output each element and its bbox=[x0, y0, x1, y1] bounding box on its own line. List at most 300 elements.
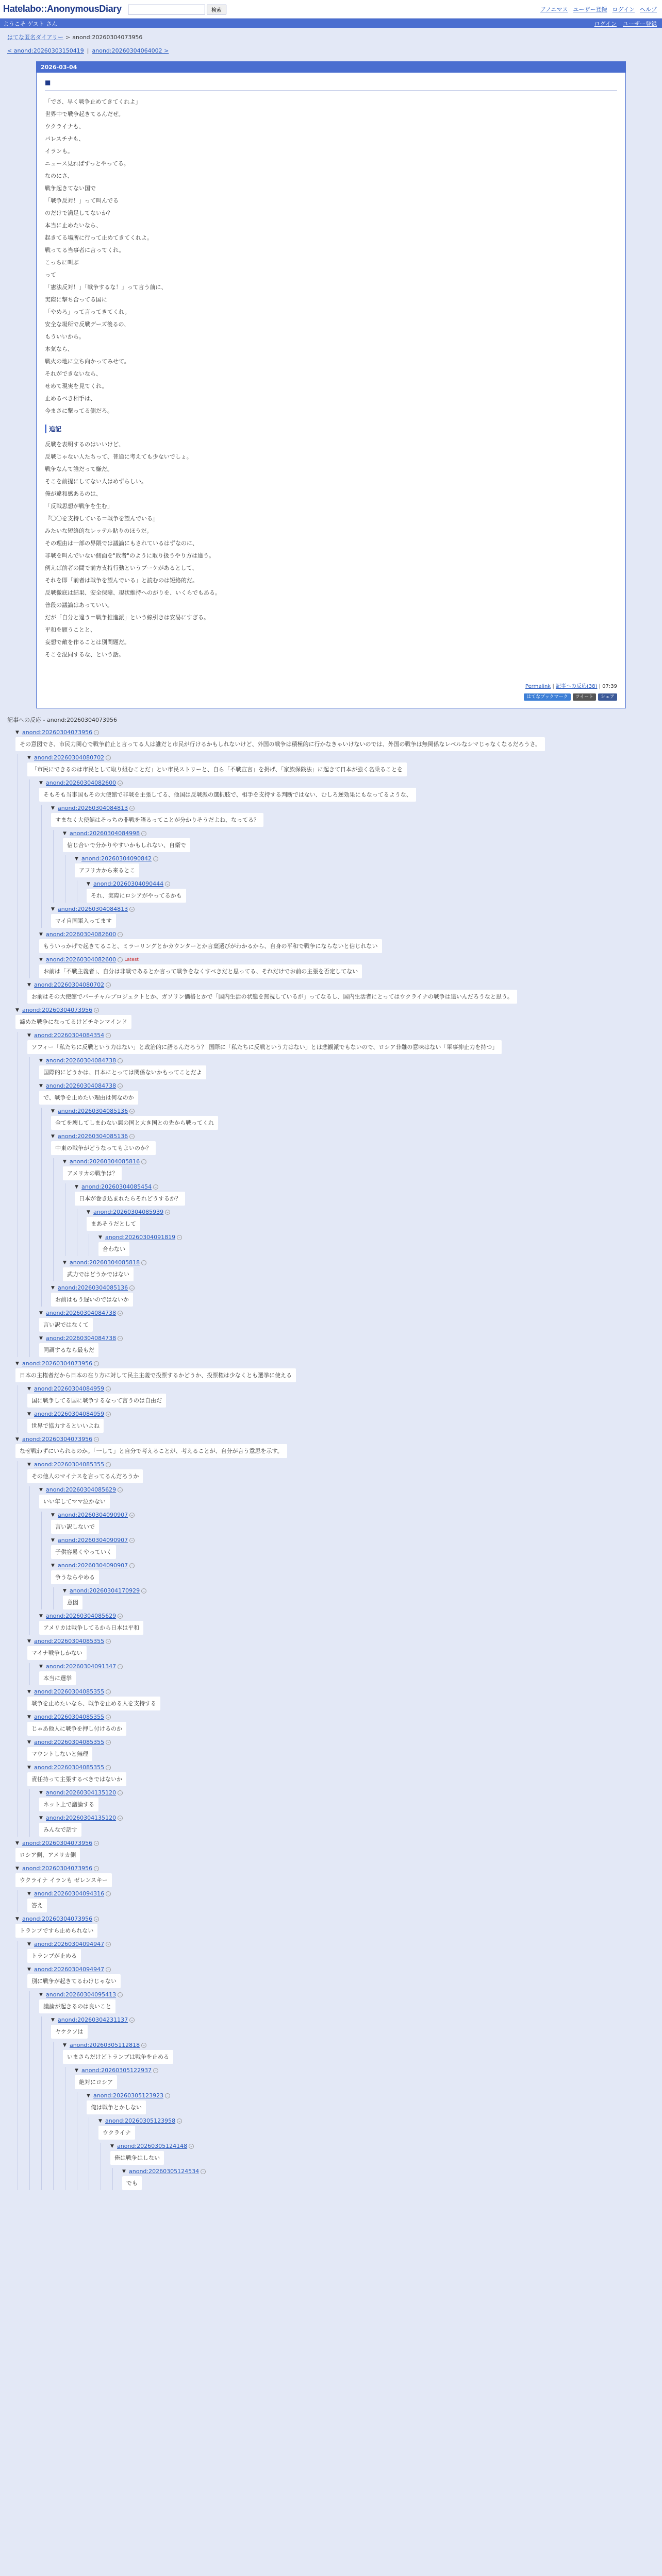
facebook-share-button[interactable]: シェア bbox=[598, 693, 617, 701]
collapse-icon[interactable]: – bbox=[165, 882, 170, 887]
collapse-icon[interactable]: – bbox=[106, 1689, 111, 1694]
article-title[interactable]: ■ bbox=[45, 79, 617, 91]
collapse-icon[interactable]: – bbox=[141, 1159, 146, 1164]
reaction-link[interactable]: anond:20260304094947 bbox=[34, 1966, 105, 1973]
collapse-icon[interactable]: – bbox=[153, 1184, 158, 1190]
expand-triangle-icon[interactable]: ▼ bbox=[39, 1310, 43, 1316]
expand-triangle-icon[interactable]: ▼ bbox=[15, 730, 19, 735]
reaction-link[interactable]: anond:20260304084738 bbox=[46, 1310, 117, 1316]
reaction-link[interactable]: anond:20260304084813 bbox=[58, 805, 128, 811]
reaction-item bbox=[51, 1562, 655, 1609]
search-form bbox=[128, 5, 226, 14]
collapse-icon[interactable]: – bbox=[118, 1083, 123, 1089]
reaction-text: トランプですら止められない bbox=[15, 1924, 97, 1938]
collapse-icon[interactable]: – bbox=[94, 730, 99, 735]
subbar-login-link[interactable]: ログイン bbox=[594, 21, 617, 27]
expand-triangle-icon[interactable]: ▼ bbox=[15, 1436, 19, 1442]
reaction-item bbox=[27, 754, 655, 978]
expand-triangle-icon[interactable]: ▼ bbox=[39, 1335, 43, 1341]
reaction-link[interactable]: anond:20260304085355 bbox=[34, 1714, 105, 1720]
collapse-icon[interactable]: – bbox=[106, 755, 111, 760]
expand-triangle-icon[interactable]: ▼ bbox=[51, 1108, 55, 1114]
reaction-link[interactable]: anond:20260304085355 bbox=[34, 1739, 105, 1745]
article-date: 2026-03-04 bbox=[37, 62, 625, 73]
reaction-link[interactable]: anond:20260304080702 bbox=[34, 754, 105, 761]
collapse-icon[interactable]: – bbox=[118, 1816, 123, 1821]
reaction-item bbox=[27, 1764, 655, 1837]
reaction-link[interactable]: anond:20260304073956 bbox=[22, 1916, 93, 1922]
reaction-link[interactable]: anond:20260304090907 bbox=[58, 1537, 128, 1544]
expand-triangle-icon[interactable]: ▼ bbox=[39, 957, 43, 962]
collapse-icon[interactable]: – bbox=[129, 806, 135, 811]
addendum-line: みたいな短絡的なレッテル貼りのほうだ。 bbox=[45, 528, 153, 534]
reaction-item bbox=[51, 1133, 655, 1281]
reaction-text: いい年してママ泣かない bbox=[39, 1495, 110, 1509]
expand-triangle-icon[interactable]: ▼ bbox=[63, 1588, 67, 1594]
article-addendum bbox=[45, 438, 617, 661]
article-line: なのにさ、 bbox=[45, 173, 73, 179]
expand-triangle-icon[interactable]: ▼ bbox=[39, 1790, 43, 1795]
reaction-item bbox=[63, 1587, 655, 1609]
expand-triangle-icon[interactable]: ▼ bbox=[15, 1007, 19, 1013]
reaction-item bbox=[75, 855, 655, 903]
reaction-item bbox=[27, 1385, 655, 1408]
reaction-children bbox=[41, 1108, 655, 1307]
reaction-text: アフリカから来るとこ bbox=[75, 863, 139, 877]
reaction-link[interactable]: anond:20260304085454 bbox=[81, 1183, 152, 1190]
expand-triangle-icon[interactable]: ▼ bbox=[15, 1361, 19, 1366]
collapse-icon[interactable]: – bbox=[129, 1563, 135, 1568]
breadcrumb-root[interactable]: はてな匿名ダイアリー bbox=[7, 34, 64, 41]
expand-triangle-icon[interactable]: ▼ bbox=[27, 1638, 31, 1644]
expand-triangle-icon[interactable]: ▼ bbox=[98, 1234, 102, 1240]
reaction-link[interactable]: anond:20260305123923 bbox=[93, 2092, 164, 2099]
collapse-icon[interactable]: – bbox=[106, 1765, 111, 1770]
expand-triangle-icon[interactable]: ▼ bbox=[122, 2168, 126, 2174]
reaction-item bbox=[39, 1991, 655, 2190]
subbar-register-link[interactable]: ユーザー登録 bbox=[623, 21, 657, 27]
expand-triangle-icon[interactable]: ▼ bbox=[27, 1462, 31, 1467]
reaction-link[interactable]: anond:20260304091819 bbox=[105, 1234, 176, 1241]
reaction-link[interactable]: anond:20260305123958 bbox=[105, 2117, 176, 2124]
article-line: のだけで満足してないか？ bbox=[45, 210, 113, 216]
reaction-item bbox=[87, 1209, 655, 1256]
reaction-text: ソフィー「私たちに反戦という力はない」と政治的に語るんだろう？ 国際に「私たちに反戦という力はない」とは悲観派でもないので、ロシア非難の意味はない「軍事抑止力を持つ」 bbox=[27, 1040, 502, 1054]
reaction-link[interactable]: anond:20260304082600 bbox=[46, 931, 117, 938]
expand-triangle-icon[interactable]: ▼ bbox=[39, 1083, 43, 1089]
site-logo[interactable]: Hatelabo::AnonymousDiary bbox=[3, 4, 122, 14]
article-line: 実際に撃ち合ってる国に bbox=[45, 296, 107, 303]
reaction-item bbox=[27, 981, 655, 1004]
article-line: 止めるべき相手は、 bbox=[45, 395, 96, 402]
collapse-icon[interactable]: – bbox=[94, 1866, 99, 1871]
reaction-link[interactable]: anond:20260304084354 bbox=[34, 1032, 105, 1039]
article-line: ニュース見ればずっとやってる。 bbox=[45, 160, 129, 167]
expand-triangle-icon[interactable]: ▼ bbox=[98, 2118, 102, 2124]
expand-triangle-icon[interactable]: ▼ bbox=[51, 1563, 55, 1568]
header-link-login[interactable]: ログイン bbox=[612, 6, 635, 13]
reaction-item bbox=[63, 2042, 655, 2190]
reaction-children bbox=[89, 2117, 655, 2190]
collapse-icon[interactable]: – bbox=[129, 2018, 135, 2023]
reaction-item bbox=[27, 1461, 655, 1635]
collapse-icon[interactable]: – bbox=[106, 1967, 111, 1972]
collapse-icon[interactable]: – bbox=[106, 1891, 111, 1896]
expand-triangle-icon[interactable]: ▼ bbox=[27, 1891, 31, 1896]
share-buttons bbox=[45, 693, 617, 701]
collapse-icon[interactable]: – bbox=[118, 1336, 123, 1341]
reaction-text: まあそうだとして bbox=[87, 1217, 140, 1231]
collapse-icon[interactable]: – bbox=[129, 1513, 135, 1518]
article-line: もういいから。 bbox=[45, 333, 85, 340]
expand-triangle-icon[interactable]: ▼ bbox=[87, 881, 90, 887]
header-link-anonymous[interactable]: アノニマス bbox=[540, 6, 568, 13]
reaction-link[interactable]: anond:20260304082600 bbox=[46, 956, 117, 963]
expand-triangle-icon[interactable]: ▼ bbox=[15, 1916, 19, 1922]
reaction-link[interactable]: anond:20260304073956 bbox=[22, 729, 93, 736]
reaction-item bbox=[75, 1183, 655, 1256]
hatena-bookmark-button[interactable]: はてなブックマーク bbox=[524, 693, 570, 701]
reaction-link[interactable]: anond:20260305112818 bbox=[70, 2042, 140, 2048]
collapse-icon[interactable]: – bbox=[94, 1917, 99, 1922]
reaction-text: その意図でさ、市民力関心で戦争前止と言ってる人は誰だと市民が行けるかもしれないけど、外国の戦争は積極的に行かなきゃいけないのでは、外国の戦争は無関係なレベルなシマじゃなくなるだろうさ。 bbox=[15, 737, 545, 751]
expand-triangle-icon[interactable]: ▼ bbox=[51, 1512, 55, 1518]
expand-triangle-icon[interactable]: ▼ bbox=[63, 2042, 67, 2048]
expand-triangle-icon[interactable]: ▼ bbox=[27, 1411, 31, 1417]
reaction-text: 日本の主権者だから日本の在り方に対して民主主義で投票するかどうか、投票権は少なくとも選挙に使える bbox=[15, 1368, 296, 1382]
reaction-text: 合わない bbox=[98, 1242, 129, 1256]
comment-link[interactable]: 記事への反応(38) bbox=[555, 684, 598, 689]
reaction-item bbox=[87, 880, 655, 903]
collapse-icon[interactable]: – bbox=[141, 831, 146, 836]
addendum-line: そこを混同するな、という話。 bbox=[45, 651, 124, 658]
collapse-icon[interactable]: – bbox=[94, 1008, 99, 1013]
collapse-icon[interactable]: – bbox=[141, 2043, 146, 2048]
expand-triangle-icon[interactable]: ▼ bbox=[15, 1840, 19, 1846]
reaction-item bbox=[122, 2168, 655, 2190]
collapse-icon[interactable]: – bbox=[118, 1058, 123, 1063]
expand-triangle-icon[interactable]: ▼ bbox=[27, 1941, 31, 1947]
collapse-icon[interactable]: – bbox=[129, 1134, 135, 1139]
reaction-link[interactable]: anond:20260305124534 bbox=[129, 2168, 200, 2175]
reaction-item bbox=[27, 1411, 655, 1433]
expand-triangle-icon[interactable]: ▼ bbox=[27, 1714, 31, 1720]
collapse-icon[interactable]: – bbox=[129, 1109, 135, 1114]
reaction-children bbox=[53, 2042, 655, 2190]
collapse-icon[interactable]: – bbox=[201, 2169, 206, 2174]
collapse-icon[interactable]: – bbox=[118, 1311, 123, 1316]
reaction-text: 答え bbox=[27, 1899, 47, 1912]
reaction-children bbox=[29, 1057, 655, 1357]
article-line: それができないなら、 bbox=[45, 370, 102, 377]
collapse-icon[interactable]: – bbox=[129, 1285, 135, 1291]
addendum-line: だが「自分と違う＝戦争推進派」という線引きは安易にすぎる。 bbox=[45, 614, 209, 621]
collapse-icon[interactable]: – bbox=[129, 1538, 135, 1543]
expand-triangle-icon[interactable]: ▼ bbox=[39, 1815, 43, 1821]
reaction-link[interactable]: anond:20260305122937 bbox=[81, 2067, 152, 2074]
reaction-text: 諦めた戦争になってるけどチキンマインド bbox=[15, 1015, 131, 1029]
expand-triangle-icon[interactable]: ▼ bbox=[63, 1260, 67, 1265]
reaction-text: ウクライナ イランも ゼレンスキー bbox=[15, 1873, 112, 1887]
reaction-item bbox=[98, 2117, 655, 2190]
collapse-icon[interactable]: – bbox=[94, 1841, 99, 1846]
tweet-button[interactable]: ツイート bbox=[573, 693, 597, 701]
reaction-item bbox=[39, 1082, 655, 1307]
expand-triangle-icon[interactable]: ▼ bbox=[27, 1765, 31, 1770]
collapse-icon[interactable]: – bbox=[118, 957, 123, 962]
article-line: 世界中で戦争起きてるんだぜ。 bbox=[45, 111, 124, 117]
expand-triangle-icon[interactable]: ▼ bbox=[39, 1992, 43, 1997]
reaction-children bbox=[41, 805, 655, 928]
collapse-icon[interactable]: – bbox=[165, 2093, 170, 2098]
expand-triangle-icon[interactable]: ▼ bbox=[51, 1133, 55, 1139]
expand-triangle-icon[interactable]: ▼ bbox=[15, 1866, 19, 1871]
collapse-icon[interactable]: – bbox=[118, 1664, 123, 1669]
breadcrumb-current: anond:20260304073956 bbox=[72, 34, 143, 41]
collapse-icon[interactable]: – bbox=[118, 1790, 123, 1795]
collapse-icon[interactable]: – bbox=[118, 932, 123, 937]
collapse-icon[interactable]: – bbox=[118, 1487, 123, 1493]
reaction-link[interactable]: anond:20260304085136 bbox=[58, 1133, 128, 1140]
reaction-link[interactable]: anond:20260304085818 bbox=[70, 1259, 140, 1266]
expand-triangle-icon[interactable]: ▼ bbox=[75, 2067, 78, 2073]
reaction-item bbox=[39, 1663, 655, 1685]
reaction-link[interactable]: anond:20260304085629 bbox=[46, 1613, 117, 1619]
collapse-icon[interactable]: – bbox=[129, 907, 135, 912]
expand-triangle-icon[interactable]: ▼ bbox=[27, 982, 31, 988]
collapse-icon[interactable]: – bbox=[106, 1639, 111, 1644]
reaction-link[interactable]: anond:20260304085355 bbox=[34, 1764, 105, 1771]
reaction-children bbox=[65, 2067, 655, 2190]
reaction-link[interactable]: anond:20260304085136 bbox=[58, 1284, 128, 1291]
reaction-link[interactable]: anond:20260304085816 bbox=[70, 1158, 140, 1165]
article-line: 本気なら、 bbox=[45, 346, 73, 352]
reaction-link[interactable]: anond:20260305124148 bbox=[117, 2143, 188, 2149]
expand-triangle-icon[interactable]: ▼ bbox=[51, 1285, 55, 1291]
expand-triangle-icon[interactable]: ▼ bbox=[110, 2143, 114, 2149]
reaction-children bbox=[65, 1183, 655, 1256]
collapse-icon[interactable]: – bbox=[189, 2144, 194, 2149]
expand-triangle-icon[interactable]: ▼ bbox=[87, 1209, 90, 1215]
reaction-item bbox=[27, 1638, 655, 1685]
reaction-link[interactable]: anond:20260304084959 bbox=[34, 1385, 105, 1392]
expand-triangle-icon[interactable]: ▼ bbox=[27, 1739, 31, 1745]
reaction-link[interactable]: anond:20260304084998 bbox=[70, 830, 140, 837]
reaction-link[interactable]: anond:20260304080702 bbox=[34, 981, 105, 988]
reaction-link[interactable]: anond:20260304073956 bbox=[22, 1840, 93, 1846]
reaction-children bbox=[53, 830, 655, 903]
header-links bbox=[540, 5, 657, 13]
reaction-text: なぜ戦わずにいられるのか。「一して」と自分で考えることが、考えることが、自分が言う意思を示す。 bbox=[15, 1444, 287, 1458]
reaction-link[interactable]: anond:20260304094316 bbox=[34, 1890, 105, 1897]
reaction-link[interactable]: anond:20260304090842 bbox=[81, 855, 152, 862]
header-link-register[interactable]: ユーザー登録 bbox=[573, 6, 607, 13]
collapse-icon[interactable]: – bbox=[106, 1740, 111, 1745]
collapse-icon[interactable]: – bbox=[106, 1942, 111, 1947]
collapse-icon[interactable]: – bbox=[177, 2119, 182, 2124]
reaction-children bbox=[41, 1512, 655, 1609]
reaction-link[interactable]: anond:20260304085355 bbox=[34, 1638, 105, 1645]
expand-triangle-icon[interactable]: ▼ bbox=[87, 2093, 90, 2098]
reaction-children bbox=[18, 1385, 655, 1433]
expand-triangle-icon[interactable]: ▼ bbox=[39, 1487, 43, 1493]
reaction-link[interactable]: anond:20260304084738 bbox=[46, 1335, 117, 1342]
reaction-children bbox=[18, 1941, 655, 2190]
expand-triangle-icon[interactable]: ▼ bbox=[51, 906, 55, 912]
reactions-title: 記事への反応 - anond:20260304073956 bbox=[7, 717, 118, 723]
reaction-text: 議論が起きるのは良いこと bbox=[39, 1999, 115, 2013]
reaction-link[interactable]: anond:20260304085939 bbox=[93, 1209, 164, 1215]
article-line: 戦火の地に立ち向かってみせて。 bbox=[45, 358, 130, 365]
reaction-text: 世界で協力するといいよね bbox=[27, 1419, 104, 1433]
reaction-link[interactable]: anond:20260304095413 bbox=[46, 1991, 117, 1998]
expand-triangle-icon[interactable]: ▼ bbox=[27, 1967, 31, 1972]
reaction-text: アメリカの戦争は？ bbox=[63, 1166, 122, 1180]
collapse-icon[interactable]: – bbox=[106, 1412, 111, 1417]
collapse-icon[interactable]: – bbox=[106, 982, 111, 988]
article-line: 戦ってる当事者に言ってくれ。 bbox=[45, 247, 125, 253]
expand-triangle-icon[interactable]: ▼ bbox=[75, 1184, 78, 1190]
addendum-line: 反戦を表明するのはいいけど、 bbox=[45, 441, 124, 448]
reaction-link[interactable]: anond:20260304085355 bbox=[34, 1461, 105, 1468]
expand-triangle-icon[interactable]: ▼ bbox=[27, 755, 31, 760]
reaction-children bbox=[77, 1209, 655, 1256]
article-line: ウクライナも、 bbox=[45, 123, 85, 130]
reaction-text: ウクライナ bbox=[98, 2126, 135, 2140]
expand-triangle-icon[interactable]: ▼ bbox=[39, 780, 43, 786]
reaction-text: 別に戦争が起きてるわけじゃない bbox=[27, 1974, 121, 1988]
reaction-item bbox=[39, 1486, 655, 1609]
expand-triangle-icon[interactable]: ▼ bbox=[27, 1689, 31, 1694]
collapse-icon[interactable]: – bbox=[94, 1437, 99, 1442]
collapse-icon[interactable]: – bbox=[106, 1462, 111, 1467]
collapse-icon[interactable]: – bbox=[106, 1715, 111, 1720]
next-entry-link[interactable]: anond:20260304064002 > bbox=[92, 47, 169, 54]
reaction-item bbox=[51, 1512, 655, 1534]
reaction-text: 同調するなら最もだ bbox=[39, 1343, 98, 1357]
reaction-item bbox=[63, 830, 655, 903]
reaction-children bbox=[89, 1234, 655, 1256]
expand-triangle-icon[interactable]: ▼ bbox=[75, 856, 78, 861]
reaction-link[interactable]: anond:20260304170929 bbox=[70, 1587, 140, 1594]
reaction-link[interactable]: anond:20260304085355 bbox=[34, 1688, 105, 1695]
reaction-text: 戦争を止めたいなら、戦争を止める人を支持する bbox=[27, 1697, 160, 1710]
addendum-line: 俺が違和感あるのは、 bbox=[45, 490, 102, 497]
collapse-icon[interactable]: – bbox=[165, 1210, 170, 1215]
expand-triangle-icon[interactable]: ▼ bbox=[51, 2017, 55, 2023]
reaction-link[interactable]: anond:20260304135120 bbox=[46, 1789, 117, 1796]
reaction-item bbox=[27, 1714, 655, 1736]
reaction-link[interactable]: anond:20260304073956 bbox=[22, 1360, 93, 1367]
expand-triangle-icon[interactable]: ▼ bbox=[51, 805, 55, 811]
reaction-link[interactable]: anond:20260304084738 bbox=[46, 1082, 117, 1089]
addendum-line: 例えば前者の間で前方支持行動というブーケがあるとして、 bbox=[45, 565, 198, 571]
reaction-text: マウントしないと無理 bbox=[27, 1747, 92, 1761]
reaction-children bbox=[29, 1486, 655, 1635]
reaction-text: 責任持って主張するべきではないか bbox=[27, 1772, 126, 1786]
reaction-text: 信じ合いで分かりやすいかもしれない、自衛で bbox=[63, 838, 190, 852]
reaction-link[interactable]: anond:20260304082600 bbox=[46, 779, 117, 786]
expand-triangle-icon[interactable]: ▼ bbox=[39, 931, 43, 937]
collapse-icon[interactable]: – bbox=[177, 1235, 182, 1240]
addendum-line: 反戦徹底は結果、安全保障、現状維持へのがりを、いくらでもある。 bbox=[45, 589, 221, 596]
reaction-link[interactable]: anond:20260304085629 bbox=[46, 1486, 117, 1493]
welcome-text: ようこそ ゲスト さん bbox=[3, 21, 58, 27]
breadcrumb: はてな匿名ダイアリー > anond:20260304073956 bbox=[7, 34, 143, 41]
reaction-link[interactable]: anond:20260304085136 bbox=[58, 1108, 128, 1114]
reaction-link[interactable]: anond:20260304090907 bbox=[58, 1512, 128, 1518]
search-button[interactable]: 検索 bbox=[207, 5, 226, 14]
reaction-text: 子供容易くやっていく bbox=[51, 1545, 116, 1559]
reaction-link[interactable]: anond:20260304091347 bbox=[46, 1663, 117, 1670]
expand-triangle-icon[interactable]: ▼ bbox=[39, 1664, 43, 1669]
reaction-item bbox=[110, 2143, 655, 2190]
expand-triangle-icon[interactable]: ▼ bbox=[63, 1159, 67, 1164]
permalink[interactable]: Permalink bbox=[525, 684, 551, 689]
expand-triangle-icon[interactable]: ▼ bbox=[51, 1537, 55, 1543]
expand-triangle-icon[interactable]: ▼ bbox=[63, 831, 67, 836]
collapse-icon[interactable]: – bbox=[141, 1588, 146, 1594]
reaction-text: 争うならやめる bbox=[51, 1570, 99, 1584]
search-input[interactable] bbox=[128, 5, 205, 14]
reaction-item bbox=[39, 956, 655, 978]
reaction-text: 武力ではどうかではない bbox=[63, 1267, 134, 1281]
reaction-text: 俺は戦争はしない bbox=[110, 2151, 164, 2165]
reaction-link[interactable]: anond:20260304084738 bbox=[46, 1057, 117, 1064]
reaction-item bbox=[27, 1032, 655, 1357]
reaction-text: マイ自国軍入ってます bbox=[51, 914, 116, 928]
collapse-icon[interactable]: – bbox=[118, 781, 123, 786]
reaction-link[interactable]: anond:20260304073956 bbox=[22, 1865, 93, 1872]
addendum-line: 「反戦思想が戦争を生む」 bbox=[45, 503, 113, 510]
collapse-icon[interactable]: – bbox=[141, 1260, 146, 1265]
prev-entry-link[interactable]: < anond:20260303150419 bbox=[7, 47, 84, 54]
reaction-item bbox=[15, 1865, 655, 1912]
reaction-item bbox=[15, 1916, 655, 2190]
collapse-icon[interactable]: – bbox=[153, 856, 158, 861]
reaction-text: 全てを壊してしまわない悪の国と大き国との先から戦ってくれ bbox=[51, 1116, 218, 1130]
expand-triangle-icon[interactable]: ▼ bbox=[39, 1058, 43, 1063]
reaction-children bbox=[41, 2016, 655, 2190]
reaction-link[interactable]: anond:20260304073956 bbox=[22, 1436, 93, 1443]
reaction-children bbox=[101, 2143, 655, 2190]
reaction-link[interactable]: anond:20260304084959 bbox=[34, 1411, 105, 1417]
collapse-icon[interactable]: – bbox=[153, 2068, 158, 2073]
reaction-link[interactable]: anond:20260304094947 bbox=[34, 1941, 105, 1947]
reaction-link[interactable]: anond:20260304135120 bbox=[46, 1815, 117, 1821]
header-link-help[interactable]: ヘルプ bbox=[640, 6, 657, 13]
reaction-children bbox=[53, 1587, 655, 1609]
collapse-icon[interactable]: – bbox=[94, 1361, 99, 1366]
reaction-link[interactable]: anond:20260304231137 bbox=[58, 2016, 128, 2023]
reaction-children bbox=[77, 2092, 655, 2190]
collapse-icon[interactable]: – bbox=[106, 1033, 111, 1038]
expand-triangle-icon[interactable]: ▼ bbox=[27, 1032, 31, 1038]
reaction-text: 絶対にロシア bbox=[75, 2075, 117, 2089]
reaction-item bbox=[63, 1158, 655, 1256]
addendum-line: それを即「前者は戦争を望んでいる」と読むのは短絡的だ。 bbox=[45, 577, 198, 584]
expand-triangle-icon[interactable]: ▼ bbox=[27, 1386, 31, 1392]
collapse-icon[interactable]: – bbox=[118, 1614, 123, 1619]
reaction-link[interactable]: anond:20260304084813 bbox=[58, 906, 128, 912]
reaction-item bbox=[27, 1739, 655, 1761]
collapse-icon[interactable]: – bbox=[106, 1386, 111, 1392]
reaction-link[interactable]: anond:20260304090907 bbox=[58, 1562, 128, 1569]
reaction-link[interactable]: anond:20260304090444 bbox=[93, 880, 164, 887]
reaction-link[interactable]: anond:20260304073956 bbox=[22, 1007, 93, 1013]
expand-triangle-icon[interactable]: ▼ bbox=[39, 1613, 43, 1619]
collapse-icon[interactable]: – bbox=[118, 1992, 123, 1997]
